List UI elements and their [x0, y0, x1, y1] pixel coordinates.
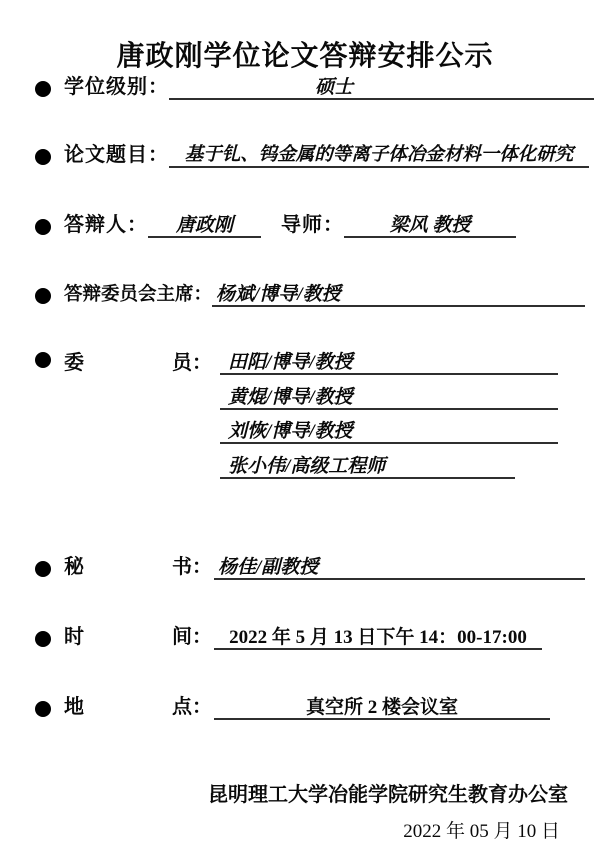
row-time	[35, 626, 542, 650]
committee-label-first: 委	[64, 352, 84, 374]
supervisor-label: 导师：	[281, 214, 344, 236]
time-label	[64, 626, 212, 650]
committee-member-list	[220, 352, 558, 479]
committee-member: 黄焜/博导/教授	[220, 387, 558, 410]
secretary-label-first: 秘	[64, 556, 84, 578]
row-degree	[35, 76, 594, 100]
chair-value: 杨斌/博导/教授	[212, 284, 585, 307]
bullet-icon	[35, 352, 51, 368]
degree-value: 硕士	[169, 77, 594, 100]
time-label-second: 间：	[172, 626, 212, 648]
footer-office: 昆明理工大学冶能学院研究生教育办公室	[208, 784, 568, 806]
bullet-icon	[35, 631, 51, 647]
degree-label: 学位级别：	[64, 76, 169, 98]
footer-date: 2022 年 05 月 10 日	[403, 821, 560, 842]
row-chair	[35, 284, 585, 307]
committee-member: 张小伟/高级工程师	[220, 456, 515, 479]
row-defender	[35, 214, 516, 238]
location-label-first: 地	[64, 696, 84, 718]
row-committee	[35, 352, 558, 479]
committee-label	[64, 352, 212, 376]
time-value: 2022 年 5 月 13 日下午 14：00-17:00	[214, 627, 542, 650]
location-value: 真空所 2 楼会议室	[214, 697, 550, 720]
page-title: 唐政刚学位论文答辩安排公示	[116, 40, 494, 71]
bullet-icon	[35, 219, 51, 235]
chair-label: 答辩委员会主席：	[64, 284, 213, 305]
defender-value: 唐政刚	[148, 215, 261, 238]
row-location	[35, 696, 550, 720]
bullet-icon	[35, 81, 51, 97]
secretary-label-second: 书：	[172, 556, 212, 578]
defender-label: 答辩人：	[64, 214, 148, 236]
row-thesis	[35, 144, 589, 168]
secretary-label	[64, 556, 212, 580]
location-label	[64, 696, 212, 720]
bullet-icon	[35, 149, 51, 165]
bullet-icon	[35, 561, 51, 577]
supervisor-value: 梁风 教授	[344, 215, 516, 238]
committee-member: 田阳/博导/教授	[220, 352, 558, 375]
location-label-second: 点：	[172, 696, 212, 718]
committee-label-second: 员：	[172, 352, 212, 374]
bullet-icon	[35, 288, 51, 304]
time-label-first: 时	[64, 626, 84, 648]
committee-member: 刘恢/博导/教授	[220, 421, 558, 444]
secretary-value: 杨佳/副教授	[214, 557, 585, 580]
thesis-label: 论文题目：	[64, 144, 169, 166]
row-secretary	[35, 556, 585, 580]
thesis-value: 基于钆、钨金属的等离子体冶金材料一体化研究	[169, 145, 589, 168]
bullet-icon	[35, 701, 51, 717]
